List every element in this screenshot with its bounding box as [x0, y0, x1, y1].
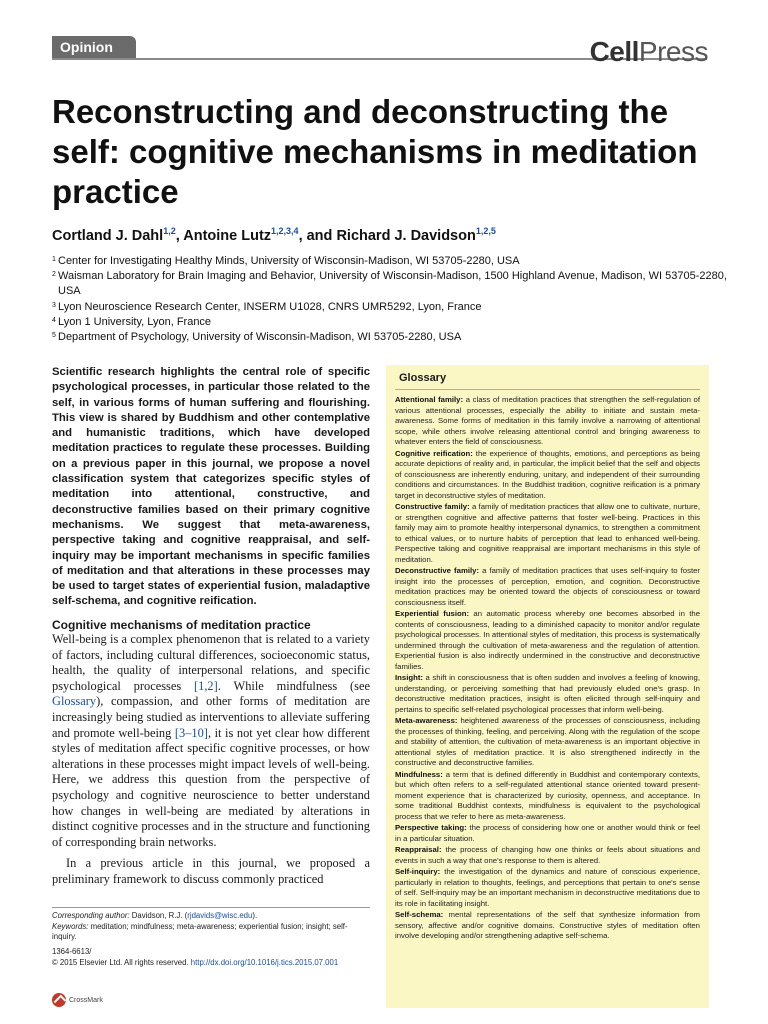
reference-link[interactable]: [3–10]: [174, 725, 208, 740]
author-name: Antoine Lutz: [183, 227, 272, 244]
affiliation-item: [52, 269, 732, 299]
glossary-term: Experiential fusion:: [395, 609, 470, 618]
glossary-entry: [395, 449, 700, 502]
corresponding-author: [52, 911, 370, 922]
logo-bold: Cell: [589, 36, 639, 67]
author-list: [52, 226, 496, 244]
author-name: Richard J. Davidson: [336, 227, 476, 244]
doi-link[interactable]: http://dx.doi.org/10.1016/j.tics.2015.07.001: [190, 958, 339, 967]
glossary-term: Self-schema:: [395, 910, 444, 919]
keywords-text: meditation; mindfulness; meta-awareness; experiential fusion; insight; self-inquiry.: [52, 921, 348, 941]
glossary-definition: mental representations of the self that synthesize information from sensory, affective and/or cognitive domains. Constructive styles of meditation often involve developing and/or strengthening adaptive self-schema.: [395, 910, 700, 940]
glossary-term: Cognitive reification:: [395, 448, 473, 458]
glossary-term: Deconstructive family:: [395, 566, 480, 575]
keywords: [52, 922, 370, 943]
glossary-definition: the process of changing how one thinks or feels about situations and events in such a way that one's response to them is altered.: [395, 845, 700, 865]
author-affil-ref[interactable]: 1,2: [163, 226, 176, 236]
crossmark-label: CrossMark: [69, 996, 103, 1004]
affiliation-number: 5: [52, 332, 56, 340]
glossary-entry: [395, 910, 700, 942]
glossary-definition: heightened awareness of the processes of consciousness, including the processes of thinking, feeling, and perceiving. Along with the regulation of the scope and stability of attention, the cultivation of meta-awareness is an important objective in attentional styles of meditation practice. It is also strengthened indirectly in the constructive and deconstructive families.: [395, 716, 700, 767]
affiliation-number: 2: [52, 271, 56, 279]
glossary-definition: a family of meditation practices that allow one to cultivate, nurture, or strengthen cognitive and affective patterns that foster well-being. Practices in this family may aim to promote healthy interpersonal dynamics, to strengthen a commitment to ethical values, or to nurture habits of perception that lead to enhanced well-being. Perspective taking and cognitive reappraisal are important mechanisms in this style of meditation.: [395, 502, 700, 564]
copyright: [52, 958, 382, 969]
keywords-label: Keywords:: [52, 921, 89, 931]
body-text-run: . While mindfulness (see: [217, 678, 370, 693]
body-paragraph: In a previous article in this journal, we proposed a preliminary framework to discuss commonly practiced: [52, 856, 370, 886]
glossary-entry: [395, 845, 700, 866]
glossary-term: Constructive family:: [395, 502, 470, 511]
article-title: Reconstructing and deconstructing the self: cognitive mechanisms in meditation practice: [52, 93, 698, 210]
glossary-term: Perspective taking:: [395, 823, 467, 832]
glossary-term: Self-inquiry:: [395, 867, 441, 876]
glossary-definition: a family of meditation practices that uses self-inquiry to foster insight into the processes of perception, emotion, and cognition. Deconstructive meditation practices may be oriented toward the objects of consciousness or toward consciousness itself.: [395, 566, 700, 607]
affiliation-item: [52, 300, 732, 315]
affiliation-number: 4: [52, 316, 56, 324]
body-text-run: , it is not yet clear how different styles of meditation affect specific cognitive processes, or how alterations in these processes might impact levels of well-being. Here, we address this question from the perspective of psychology and cognitive neuroscience to better understand how changes in well-being are mediated by alterations in distinct cognitive processes and in the structure and functioning of corresponding brain networks.: [52, 725, 370, 849]
affiliation-text: Waisman Laboratory for Brain Imaging and Behavior, University of Wisconsin-Madison, 1500 Highland Avenue, Madison, WI 53705-2280, USA: [58, 270, 727, 298]
glossary-entry: [395, 609, 700, 672]
affiliation-number: 1: [52, 256, 56, 263]
glossary-definition: a term that is defined differently in Buddhist and contemporary contexts, but which often refers to a self-regulated attentional stance oriented toward present-moment experience that is characterized by curiosity, openness, and acceptance. In some traditional Buddhist contexts, mindfulness is equivalent to the psychological process that we refer to here as meta-awareness.: [395, 769, 700, 821]
copyright-text: © 2015 Elsevier Ltd. All rights reserved.: [52, 958, 191, 967]
crossmark-badge[interactable]: [52, 993, 103, 1007]
body-text-run: Well-being is a complex phenomenon that is related to a variety of factors, including cultural differences, socioeconomic status, health, the quality of interpersonal relations, and specific psychological processes: [52, 632, 370, 693]
footnote-rule: [52, 907, 370, 908]
affiliation-item: [52, 330, 732, 345]
author-name: Cortland J. Dahl: [52, 227, 164, 244]
glossary-entry: [395, 502, 700, 565]
body-text-run: ), compassion, and other forms of meditation are increasingly being studied as interventions to alleviate suffering and promote well-being: [52, 694, 370, 740]
glossary-term: Mindfulness:: [395, 769, 443, 779]
author-affil-ref[interactable]: 1,2,5: [475, 226, 496, 236]
glossary-term: Insight:: [395, 673, 423, 682]
glossary-term: Attentional family:: [395, 395, 464, 404]
author-affil-ref[interactable]: 1,2,3,4: [271, 226, 299, 236]
glossary-box: [386, 365, 709, 1008]
abstract: Scientific research highlights the central role of specific psychological processes, in particular those related to the self, in various forms of human suffering and flourishing. This view is shared by Buddhism and other contemplative and humanistic traditions, which have developed meditation practices to regulate these processes. Building on a previous paper in this journal, we propose a novel classification system that categorizes specific styles of meditation into attentional, constructive, and deconstructive families based on their primary cognitive mechanisms. We suggest that meta-awareness, perspective taking and cognitive reappraisal, and self-inquiry may be important mechanisms in specific families of meditation and that alterations in these processes may be used to target states of experiential fusion, maladaptive self-schema, and cognitive reification.: [52, 366, 370, 608]
glossary-definition: an automatic process whereby one becomes absorbed in the contents of consciousness, leading to a diminished capacity to monitor and/or regulate psychological processes. In attentional styles of meditation, this process is systematically undermined through the cultivation of meta-awareness and the regulation of attention. Experiential fusion is also indirectly undermined in the constructive and deconstructive families.: [395, 609, 700, 671]
publisher-logo: [590, 36, 708, 68]
affiliations: [52, 254, 732, 345]
glossary-definition: the investigation of the dynamics and nature of conscious experience, particularly in relation to thoughts, feelings, and perceptions that pertain to one's sense of self. Self-inquiry may be an important mechanism in deconstructive meditations due to its role in facilitating insight.: [395, 867, 700, 908]
affiliation-item: [52, 254, 732, 269]
glossary-entry: [395, 673, 700, 715]
affiliation-number: 3: [52, 301, 56, 309]
author-separator: ,: [175, 227, 184, 244]
corresponding-name: Davidson, R.J. (: [129, 911, 188, 920]
author-separator: , and: [298, 227, 337, 244]
reference-link[interactable]: [1,2]: [194, 678, 218, 693]
glossary-definition: the process of considering how one or another would think or feel in a particular situation.: [395, 823, 700, 843]
glossary-entry: [395, 823, 700, 844]
body-paragraph: [52, 632, 370, 850]
glossary-entry: [395, 566, 700, 608]
glossary-entry: [395, 395, 700, 448]
email-link[interactable]: rjdavids@wisc.edu: [187, 911, 253, 920]
footnote: [52, 911, 370, 943]
glossary-link[interactable]: Glossary: [52, 694, 97, 709]
glossary-rule: [395, 389, 700, 390]
affiliation-text: Center for Investigating Healthy Minds, University of Wisconsin-Madison, WI 53705-2280, USA: [58, 255, 520, 267]
glossary-term: Reappraisal:: [395, 845, 442, 854]
glossary-definition: a class of meditation practices that strengthen the self-regulation of various attentional processes, especially the ability to initiate and sustain meta-awareness. Some forms of meditation in this family involve a narrowing of attentional scope, while others involve releasing attentional control and bringing awareness to whatever enters the field of consciousness.: [395, 395, 700, 446]
section-heading: Cognitive mechanisms of meditation practice: [52, 618, 311, 632]
affiliation-text: Lyon 1 University, Lyon, France: [58, 315, 212, 328]
glossary-entry: [395, 867, 700, 909]
section-tag: Opinion: [52, 36, 136, 58]
email-close: ).: [252, 911, 258, 920]
glossary-title: Glossary: [399, 372, 447, 384]
glossary-entry: [395, 770, 700, 823]
affiliation-item: [52, 315, 732, 330]
affiliation-text: Department of Psychology, University of Wisconsin-Madison, WI 53705-2280, USA: [58, 331, 462, 344]
crossmark-icon: [52, 993, 66, 1007]
corresponding-label: Corresponding author:: [52, 911, 130, 920]
logo-rest: Press: [638, 36, 708, 67]
glossary-term: Meta-awareness:: [395, 716, 458, 725]
glossary-definition: the experience of thoughts, emotions, and perceptions as being accurate depictions of reality and, in particular, the implicit belief that the self and objects of consciousness are inherently enduring, unitary, and independent of their surrounding conditions and circumstances. In the Buddhist tradition, cognitive reification is a primary target in deconstructive styles of meditation.: [395, 448, 700, 500]
glossary-entry: [395, 716, 700, 769]
glossary-definition: a shift in consciousness that is often sudden and involves a feeling of knowing, understanding, or perceiving something that had previously eluded one's grasp. In deconstructive meditation practices, insight is often elicited through self-inquiry and pertains to specific self-related psychological processes that inform well-being.: [395, 673, 700, 714]
affiliation-text: Lyon Neuroscience Research Center, INSERM U1028, CNRS UMR5292, Lyon, France: [58, 300, 482, 313]
glossary-entries: [395, 395, 700, 942]
issn: 1364-6613/: [52, 947, 92, 956]
